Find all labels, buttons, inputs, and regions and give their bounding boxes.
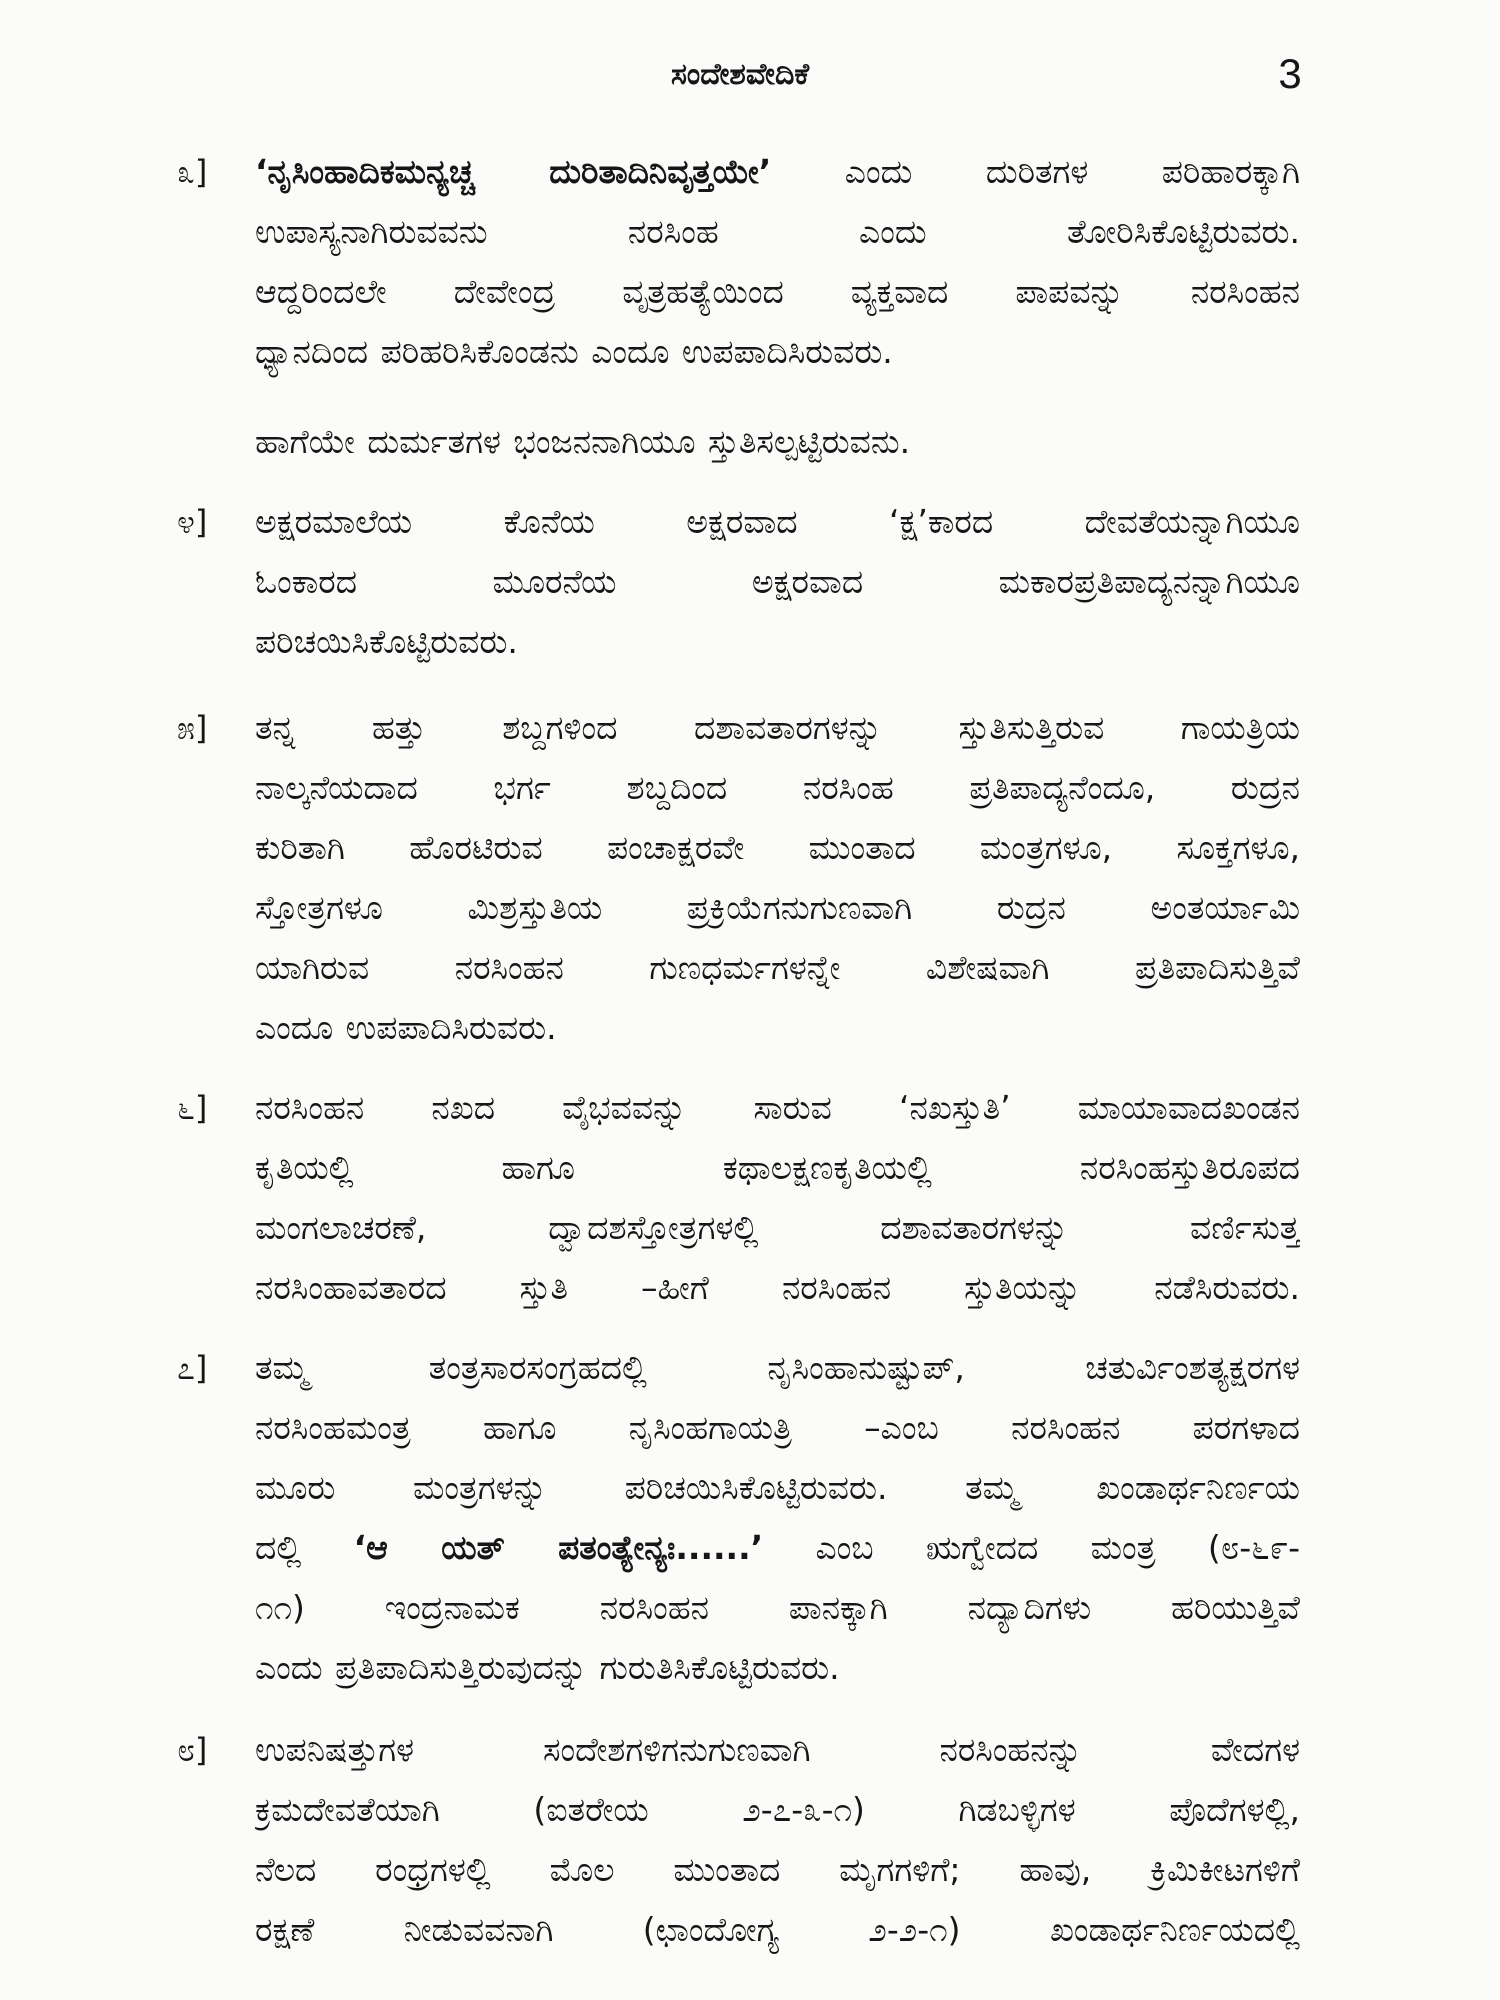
bold-quotation: ‘ನೃಸಿಂಹಾದಿಕಮನ್ಯಚ್ಚ ದುರಿತಾದಿನಿವೃತ್ತಯೇ’ bbox=[255, 152, 772, 191]
text-segment: ಧ್ಯಾನದಿಂದ ಪರಿಹರಿಸಿಕೊಂಡನು ಎಂದೂ ಉಪಪಾದಿಸಿರುವರು. bbox=[255, 332, 893, 371]
text-line bbox=[255, 1458, 1300, 1518]
point-number: ೭] bbox=[177, 1349, 208, 1387]
text-segment: ನರಸಿಂಹಾವತಾರದ ಸ್ತುತಿ –ಹೀಗೆ ನರಸಿಂಹನ ಸ್ತುತಿಯನ್ನು ನಡೆಸಿರುವರು. bbox=[255, 1268, 1300, 1307]
text-segment: ಎಂದು ಪ್ರತಿಪಾದಿಸುತ್ತಿರುವುದನ್ನು ಗುರುತಿಸಿಕೊಟ್ಟಿರುವರು. bbox=[255, 1648, 840, 1687]
text-segment: ಸ್ತೋತ್ರಗಳೂ ಮಿಶ್ರಸ್ತುತಿಯ ಪ್ರಕ್ರಿಯೆಗನುಗುಣವಾಗಿ ರುದ್ರನ ಅಂತರ್ಯಾಮಿ bbox=[255, 888, 1300, 927]
numbered-point-5 bbox=[177, 698, 1300, 1058]
text-line bbox=[255, 818, 1300, 878]
page-body bbox=[0, 142, 1500, 1960]
text-line bbox=[255, 1720, 1300, 1780]
text-segment: ನೆಲದ ರಂಧ್ರಗಳಲ್ಲಿ ಮೊಲ ಮುಂತಾದ ಮೃಗಗಳಿಗೆ; ಹಾವು, ಕ್ರಿಮಿಕೀಟಗಳಿಗೆ bbox=[255, 1850, 1300, 1889]
text-line bbox=[255, 142, 1300, 202]
text-segment: ಕುರಿತಾಗಿ ಹೊರಟಿರುವ ಪಂಚಾಕ್ಷರವೇ ಮುಂತಾದ ಮಂತ್ರಗಳೂ, ಸೂಕ್ತಗಳೂ, bbox=[255, 828, 1300, 867]
text-segment: ನಾಲ್ಕನೆಯದಾದ ಭರ್ಗ ಶಬ್ದದಿಂದ ನರಸಿಂಹ ಪ್ರತಿಪಾದ್ಯನೆಂದೂ, ರುದ್ರನ bbox=[255, 768, 1300, 807]
text-segment: ಉಪನಿಷತ್ತುಗಳ ಸಂದೇಶಗಳಿಗನುಗುಣವಾಗಿ ನರಸಿಂಹನನ್ನು ವೇದಗಳ bbox=[255, 1730, 1300, 1769]
text-line bbox=[255, 1398, 1300, 1458]
text-segment: ಓಂಕಾರದ ಮೂರನೆಯ ಅಕ್ಷರವಾದ ಮಕಾರಪ್ರತಿಪಾದ್ಯನನ್ನಾಗಿಯೂ bbox=[255, 562, 1300, 601]
text-line bbox=[255, 698, 1300, 758]
text-line bbox=[255, 1780, 1300, 1840]
text-line bbox=[255, 412, 1300, 472]
text-segment: ಎಂಬ ಋಗ್ವೇದದ ಮಂತ್ರ (೮-೬೯- bbox=[815, 1528, 1300, 1567]
text-segment: ಎಂದೂ ಉಪಪಾದಿಸಿರುವರು. bbox=[255, 1008, 557, 1047]
text-line bbox=[255, 1198, 1300, 1258]
text-segment: ಪರಿಚಯಿಸಿಕೊಟ್ಟಿರುವರು. bbox=[255, 622, 518, 661]
text-line bbox=[255, 262, 1300, 322]
text-line bbox=[255, 1900, 1300, 1960]
text-segment: ೧೧) ಇಂದ್ರನಾಮಕ ನರಸಿಂಹನ ಪಾನಕ್ಕಾಗಿ ನದ್ಯಾದಿಗಳು ಹರಿಯುತ್ತಿವೆ bbox=[255, 1588, 1300, 1627]
numbered-point-3 bbox=[177, 142, 1300, 382]
text-line bbox=[255, 492, 1300, 552]
text-line bbox=[255, 938, 1300, 998]
text-line bbox=[255, 202, 1300, 262]
text-segment: ಆದ್ದರಿಂದಲೇ ದೇವೇಂದ್ರ ವೃತ್ರಹತ್ಯೆಯಿಂದ ವ್ಯಕ್ತವಾದ ಪಾಪವನ್ನು ನರಸಿಂಹನ bbox=[255, 272, 1300, 311]
running-header-title: ಸಂದೇಶವೇದಿಕೆ bbox=[670, 57, 810, 92]
point-number: ೬] bbox=[177, 1089, 208, 1127]
text-segment: ಮಂಗಲಾಚರಣೆ, ದ್ವಾದಶಸ್ತೋತ್ರಗಳಲ್ಲಿ ದಶಾವತಾರಗಳನ್ನು ವರ್ಣಿಸುತ್ತ bbox=[255, 1208, 1300, 1247]
text-segment: ನರಸಿಂಹನ ನಖದ ವೈಭವವನ್ನು ಸಾರುವ ‘ನಖಸ್ತುತಿ’ ಮಾಯಾವಾದಖಂಡನ bbox=[255, 1088, 1300, 1127]
text-segment: ಉಪಾಸ್ಯನಾಗಿರುವವನು ನರಸಿಂಹ ಎಂದು ತೋರಿಸಿಕೊಟ್ಟಿರುವರು. bbox=[255, 212, 1300, 251]
text-segment: ಕ್ರಮದೇವತೆಯಾಗಿ (ಐತರೇಯ ೨-೭-೩-೧) ಗಿಡಬಳ್ಳಿಗಳ ಪೊದೆಗಳಲ್ಲಿ, bbox=[255, 1790, 1300, 1829]
text-line bbox=[255, 1138, 1300, 1198]
text-line bbox=[255, 552, 1300, 612]
text-segment: ದಲ್ಲಿ bbox=[255, 1528, 302, 1567]
text-line bbox=[255, 1840, 1300, 1900]
text-line bbox=[255, 1518, 1300, 1578]
numbered-point-4 bbox=[177, 492, 1300, 672]
text-segment: ತಮ್ಮ ತಂತ್ರಸಾರಸಂಗ್ರಹದಲ್ಲಿ ನೃಸಿಂಹಾನುಷ್ಟುಪ್, ಚತುರ್ವಿಂಶತ್ಯಕ್ಷರಗಳ bbox=[255, 1348, 1300, 1387]
running-header bbox=[0, 0, 1500, 120]
point-number: ೩] bbox=[177, 153, 208, 191]
text-line bbox=[255, 998, 1300, 1058]
text-line bbox=[255, 878, 1300, 938]
page-number: 3 bbox=[1278, 50, 1302, 97]
point-number: ೫] bbox=[177, 709, 208, 747]
text-segment: ಎಂದು ದುರಿತಗಳ ಪರಿಹಾರಕ್ಕಾಗಿ bbox=[844, 152, 1300, 191]
bold-quotation: ‘ಆ ಯತ್ ಪತಂತ್ಯೇನ್ಯಃ......’ bbox=[353, 1528, 764, 1567]
text-segment: ಅಕ್ಷರಮಾಲೆಯ ಕೊನೆಯ ಅಕ್ಷರವಾದ ‘ಕ್ಷ’ಕಾರದ ದೇವತೆಯನ್ನಾಗಿಯೂ bbox=[255, 502, 1300, 541]
text-line bbox=[255, 1338, 1300, 1398]
text-line bbox=[255, 1578, 1300, 1638]
text-segment: ಕೃತಿಯಲ್ಲಿ ಹಾಗೂ ಕಥಾಲಕ್ಷಣಕೃತಿಯಲ್ಲಿ ನರಸಿಂಹಸ್ತುತಿರೂಪದ bbox=[255, 1148, 1300, 1187]
continuation-paragraph bbox=[255, 412, 1300, 472]
text-segment: ನರಸಿಂಹಮಂತ್ರ ಹಾಗೂ ನೃಸಿಂಹಗಾಯತ್ರಿ –ಎಂಬ ನರಸಿಂಹನ ಪರಗಳಾದ bbox=[255, 1408, 1300, 1447]
text-line bbox=[255, 1078, 1300, 1138]
text-line bbox=[255, 1258, 1300, 1318]
text-segment: ಯಾಗಿರುವ ನರಸಿಂಹನ ಗುಣಧರ್ಮಗಳನ್ನೇ ವಿಶೇಷವಾಗಿ ಪ್ರತಿಪಾದಿಸುತ್ತಿವೆ bbox=[255, 948, 1300, 987]
text-line bbox=[255, 758, 1300, 818]
point-number: ೮] bbox=[177, 1731, 208, 1769]
text-line bbox=[255, 322, 1300, 382]
text-segment: ಹಾಗೆಯೇ ದುರ್ಮತಗಳ ಭಂಜನನಾಗಿಯೂ ಸ್ತುತಿಸಲ್ಪಟ್ಟಿರುವನು. bbox=[255, 422, 911, 461]
text-line bbox=[255, 612, 1300, 672]
text-segment: ತನ್ನ ಹತ್ತು ಶಬ್ದಗಳಿಂದ ದಶಾವತಾರಗಳನ್ನು ಸ್ತುತಿಸುತ್ತಿರುವ ಗಾಯತ್ರಿಯ bbox=[255, 708, 1300, 747]
numbered-point-7 bbox=[177, 1338, 1300, 1698]
numbered-point-6 bbox=[177, 1078, 1300, 1318]
point-number: ೪] bbox=[177, 503, 208, 541]
text-line bbox=[255, 1638, 1300, 1698]
text-segment: ರಕ್ಷಣೆ ನೀಡುವವನಾಗಿ (ಛಾಂದೋಗ್ಯ ೨-೨-೧) ಖಂಡಾರ್ಥನಿರ್ಣಯದಲ್ಲಿ bbox=[255, 1910, 1300, 1949]
text-segment: ಮೂರು ಮಂತ್ರಗಳನ್ನು ಪರಿಚಯಿಸಿಕೊಟ್ಟಿರುವರು. ತಮ್ಮ ಖಂಡಾರ್ಥನಿರ್ಣಯ bbox=[255, 1468, 1300, 1507]
numbered-point-8 bbox=[177, 1720, 1300, 1960]
